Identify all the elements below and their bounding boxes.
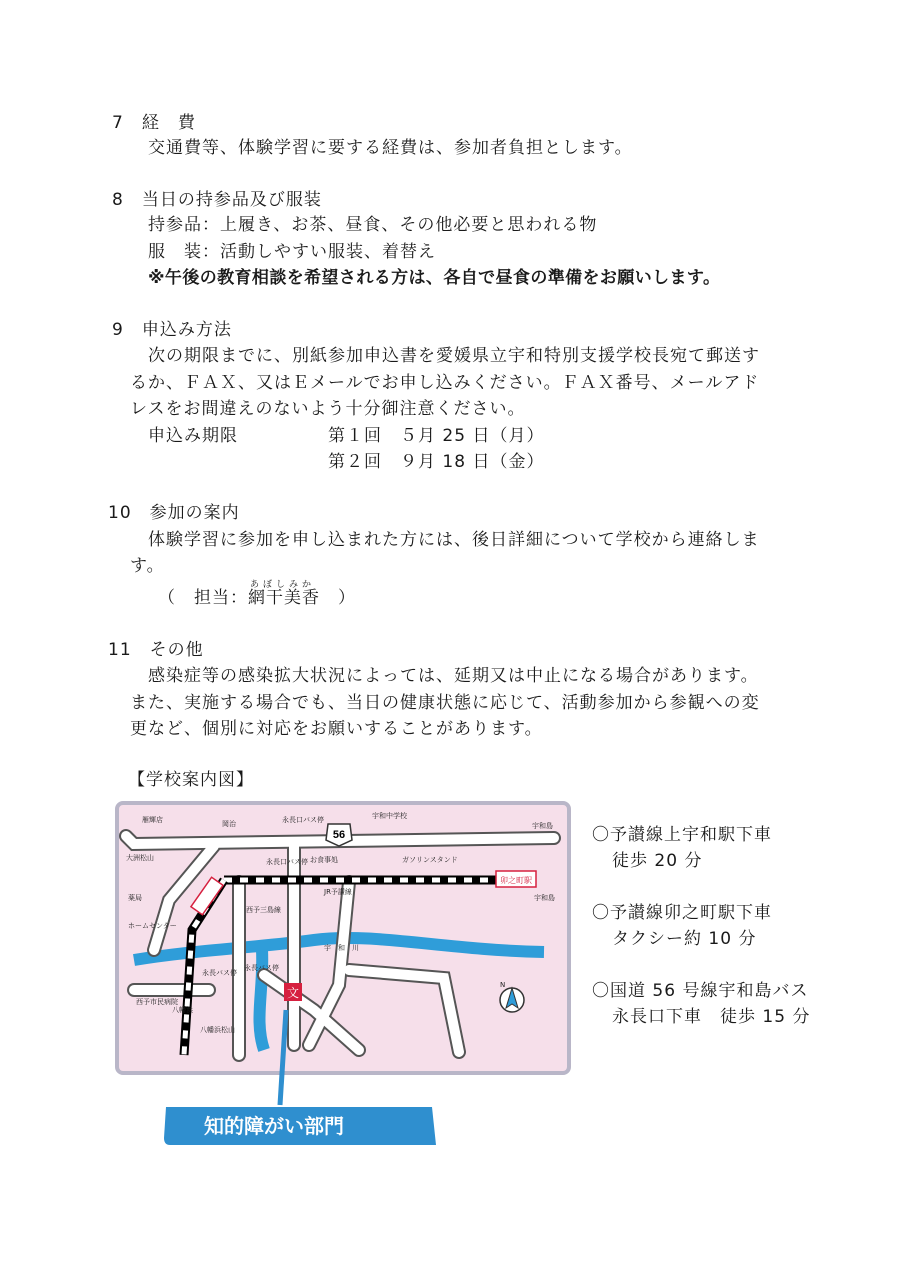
section-11-line3: 更など、個別に対応をお願いすることがあります。 <box>130 719 543 739</box>
map-label-gas: ガソリンスタンド <box>402 856 458 864</box>
north-label: N <box>500 981 506 989</box>
direction-1-line2: 徒歩 20 分 <box>612 851 703 871</box>
direction-3-line2: 永長口下車 徒歩 15 分 <box>612 1007 811 1027</box>
map-label-jr: JR予讃線 <box>324 888 352 896</box>
map-label-uwa-jhs: 宇和中学校 <box>372 812 407 820</box>
deadline-round-2: 第２回 ９月 18 日（金） <box>328 452 545 472</box>
section-8-note: ※午後の教育相談を希望される方は、各自で昼食の準備をお願いします。 <box>148 268 721 288</box>
map-label-yakuba: 薬局 <box>128 894 142 902</box>
map-label-naga-bus: 永長バス停 <box>202 969 237 977</box>
deadline-label: 申込み期限 <box>148 426 238 446</box>
section-9-heading: 9 申込み方法 <box>112 320 232 340</box>
map-label-home-center: ホームセンター <box>128 922 177 930</box>
map-label-ikoma: 雁輝店 <box>142 816 163 824</box>
map-label-naga-2: 永長バス停 <box>244 964 279 972</box>
map-label-hospital: 西予市民病院 <box>136 998 178 1006</box>
section-11-line2: また、実施する場合でも、当日の健康状態に応じて、活動参加から参観への変 <box>130 693 760 713</box>
section-10-line2: す。 <box>130 556 165 576</box>
map-label-river: 宇 和 川 <box>324 944 359 952</box>
direction-3-line1: 〇国道 56 号線宇和島バス <box>592 981 809 1001</box>
section-7-body: 交通費等、体験学習に要する経費は、参加者負担とします。 <box>148 138 633 158</box>
section-8-items: 持参品：上履き、お茶、昼食、その他必要と思われる物 <box>148 215 598 235</box>
map-label-okawa: 岡治 <box>222 820 236 828</box>
section-10-heading: 10 参加の案内 <box>108 503 240 523</box>
direction-2-line2: タクシー約 10 分 <box>612 929 757 949</box>
section-8-heading: 8 当日の持参品及び服装 <box>112 190 322 210</box>
school-mark-label: 文 <box>286 986 300 1000</box>
deadline-round-1: 第１回 ５月 25 日（月） <box>328 426 545 446</box>
section-9-line3: レスをお間違えのないよう十分御注意ください。 <box>130 399 526 419</box>
section-10-contact: （ 担当：網干美香 ） <box>158 588 356 608</box>
direction-1-line1: 〇予讃線上宇和駅下車 <box>592 825 772 845</box>
section-10-line1: 体験学習に参加を申し込まれた方には、後日詳細について学校から連絡しま <box>148 530 760 550</box>
map-label-yawata-matsu: 八幡浜松山 <box>200 1026 235 1034</box>
section-8-clothes: 服 装：活動しやすい服装、着替え <box>148 242 436 262</box>
map-label-uwajima: 宇和島 <box>532 822 553 830</box>
map-label-fire: 西予三島線 <box>246 906 281 914</box>
map-label-omise: お食事処 <box>310 856 338 864</box>
map-label-ozu: 大洲松山 <box>126 854 154 862</box>
department-banner-label: 知的障がい部門 <box>204 1114 344 1138</box>
unomachi-station-label: 卯之町駅 <box>500 876 532 885</box>
section-7-heading: 7 経 費 <box>112 113 196 133</box>
direction-2-line1: 〇予讃線卯之町駅下車 <box>592 903 772 923</box>
map-label-nagaraguchi-top: 永長口バス停 <box>282 816 324 824</box>
map-label-yawatahama: 八幡浜 <box>172 1006 193 1014</box>
school-map <box>114 800 574 1150</box>
map-label-nagaraguchi-mid: 永長口バス停 <box>266 858 308 866</box>
route-56-label: 56 <box>332 829 346 841</box>
section-11-line1: 感染症等の感染拡大状況によっては、延期又は中止になる場合があります。 <box>148 666 759 686</box>
section-9-line1: 次の期限までに、別紙参加申込書を愛媛県立宇和特別支援学校長宛て郵送す <box>148 346 760 366</box>
map-label-uwajima-2: 宇和島 <box>534 894 555 902</box>
section-11-heading: 11 その他 <box>108 640 204 660</box>
section-9-line2: るか、ＦＡＸ、又はＥメールでお申し込みください。ＦＡＸ番号、メールアド <box>130 373 760 393</box>
contact-ruby: あぼしみか <box>250 580 316 590</box>
map-title: 【学校案内図】 <box>128 770 254 790</box>
